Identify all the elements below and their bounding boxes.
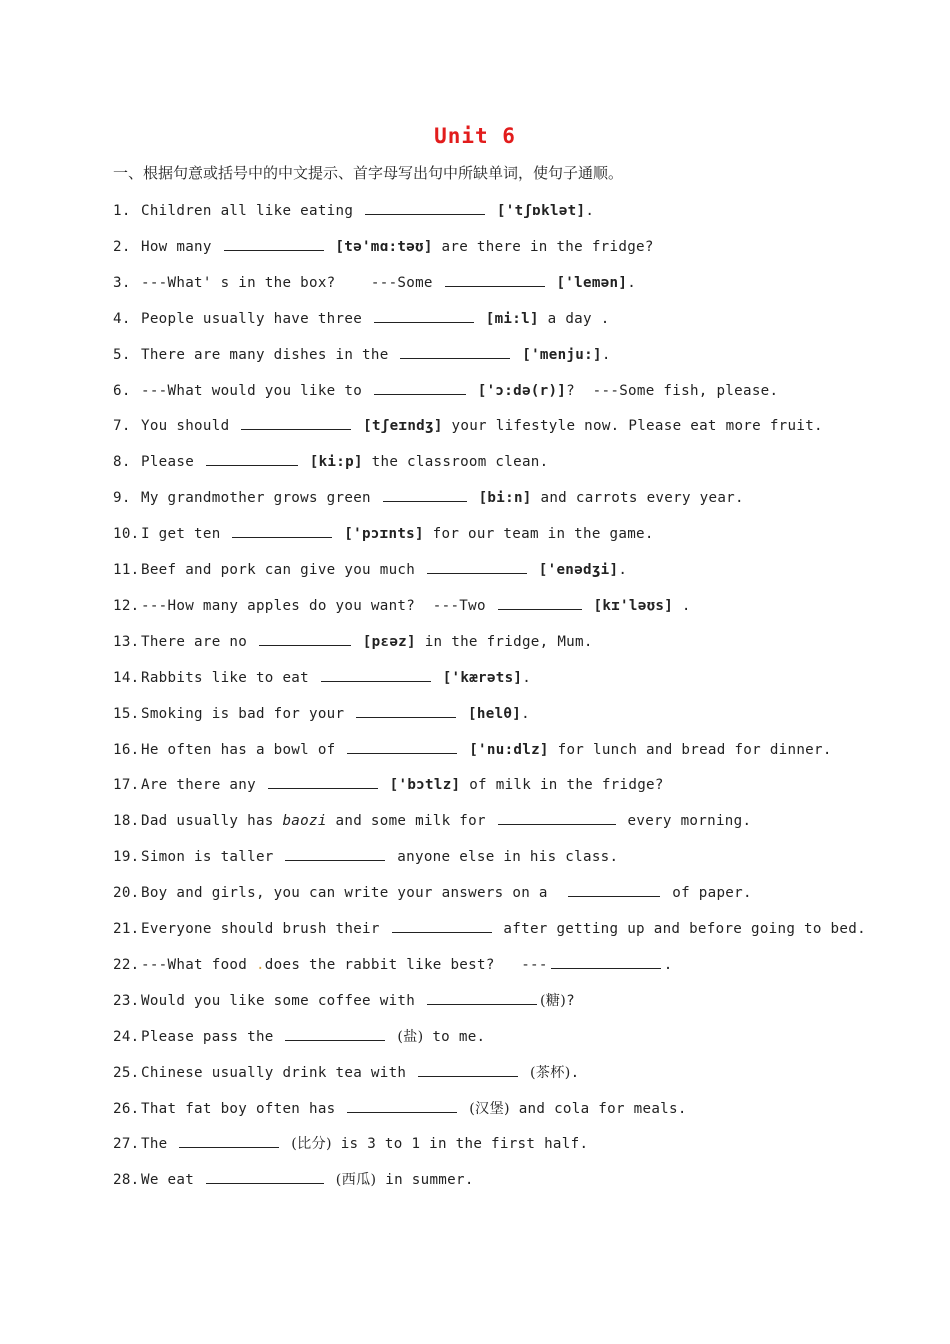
question-text: in the fridge, Mum.	[415, 633, 593, 650]
question-text	[530, 562, 539, 578]
question-text: .	[585, 203, 595, 219]
question-item	[113, 810, 873, 829]
question-text: Would you like some coffee with	[141, 992, 424, 1009]
answer-blank[interactable]	[374, 308, 474, 323]
question-text: There are many dishes in the	[141, 346, 398, 363]
phonetic-hint: [mi:l]	[485, 310, 539, 327]
question-text	[354, 418, 363, 434]
question-number: 25.	[113, 1064, 140, 1081]
question-number: 19.	[113, 849, 140, 866]
question-text	[388, 1029, 397, 1045]
question-text: Simon is taller	[141, 849, 283, 866]
question-number: 2.	[113, 238, 131, 255]
answer-blank[interactable]	[285, 1026, 385, 1041]
question-text	[585, 598, 594, 614]
phonetic-hint: [helθ]	[468, 705, 522, 722]
phonetic-hint: [ki:p]	[309, 454, 363, 471]
question-text	[434, 670, 443, 686]
answer-blank[interactable]	[347, 1098, 457, 1113]
question-text: and carrots every year.	[531, 490, 744, 507]
phonetic-hint: ['enədʒi]	[538, 562, 619, 578]
question-text: People usually have three	[141, 310, 371, 327]
question-text	[469, 383, 478, 399]
question-item	[113, 559, 873, 578]
question-text	[354, 634, 363, 650]
answer-blank[interactable]	[427, 559, 527, 574]
question-item	[113, 523, 873, 542]
question-text: for lunch and bread for dinner.	[548, 741, 832, 758]
question-text: .	[618, 562, 628, 578]
question-item	[113, 1133, 873, 1153]
answer-blank[interactable]	[356, 703, 456, 718]
phonetic-hint: [bi:n]	[478, 490, 532, 507]
question-number: 5.	[113, 346, 131, 363]
answer-blank[interactable]	[400, 344, 510, 359]
answer-blank[interactable]	[179, 1133, 279, 1148]
question-number: 12.	[113, 597, 140, 614]
phonetic-hint: ['lemən]	[556, 274, 628, 291]
question-item	[113, 595, 873, 614]
question-text: Beef and pork can give you much	[141, 562, 424, 578]
question-number: 6.	[113, 382, 131, 399]
question-item	[113, 954, 873, 973]
answer-blank[interactable]	[321, 667, 431, 682]
question-text: Are there any	[141, 777, 265, 794]
question-text: are there in the fridge?	[432, 238, 654, 255]
question-text: and some milk for	[326, 813, 495, 830]
answer-blank[interactable]	[427, 990, 537, 1005]
question-item	[113, 990, 873, 1010]
question-number: 27.	[113, 1136, 140, 1153]
answer-blank[interactable]	[285, 846, 385, 861]
phonetic-hint: [pɛəz]	[362, 633, 416, 650]
question-text: He often has a bowl of	[141, 741, 345, 758]
question-text: in summer.	[376, 1172, 474, 1189]
answer-blank[interactable]	[224, 236, 324, 251]
question-text: does the rabbit like best? ---	[264, 956, 548, 973]
question-text: .	[663, 956, 673, 973]
question-text: .	[627, 274, 637, 291]
question-item	[113, 200, 873, 219]
question-text: I get ten	[141, 526, 230, 543]
answer-blank[interactable]	[418, 1062, 518, 1077]
question-text	[459, 706, 468, 722]
question-number: 11.	[113, 562, 140, 578]
question-number: 10.	[113, 526, 140, 543]
question-number: 21.	[113, 921, 140, 937]
question-text: .	[673, 597, 691, 614]
question-text: Boy and girls, you can write your answers on a	[141, 885, 566, 902]
question-text: Children all like eating	[141, 203, 363, 219]
question-text: anyone else in his class.	[388, 849, 619, 866]
question-text: The	[141, 1136, 177, 1153]
question-item	[113, 918, 873, 937]
question-text: after getting up and before going to bed.	[494, 921, 866, 937]
answer-blank[interactable]	[498, 810, 616, 825]
phonetic-hint: ['kærəts]	[442, 669, 523, 686]
answer-blank[interactable]	[206, 1169, 324, 1184]
chinese-hint: (汉堡)	[469, 1100, 510, 1117]
question-item	[113, 882, 873, 901]
answer-blank[interactable]	[268, 774, 378, 789]
phonetic-hint: ['tʃɒklət]	[496, 203, 586, 219]
question-text	[335, 526, 344, 542]
question-item	[113, 667, 873, 686]
question-text: You should	[141, 418, 239, 435]
question-text: ? ---Some fish, please.	[566, 382, 779, 399]
question-number: 3.	[113, 274, 131, 291]
question-text: of paper.	[663, 885, 752, 902]
question-item	[113, 1098, 873, 1118]
answer-blank[interactable]	[568, 882, 660, 897]
answer-blank[interactable]	[365, 200, 485, 215]
question-number: 18.	[113, 813, 140, 830]
question-text: to me.	[423, 1028, 486, 1045]
question-text: Everyone should brush their	[141, 921, 389, 937]
question-item	[113, 487, 873, 506]
chinese-hint: (比分)	[291, 1136, 332, 1153]
question-text: every morning.	[618, 813, 752, 830]
phonetic-hint: [tʃeɪndʒ]	[363, 418, 443, 435]
question-item	[113, 451, 873, 470]
question-number: 16.	[113, 741, 140, 758]
question-item	[113, 236, 873, 255]
question-item	[113, 739, 873, 758]
question-text: .	[521, 705, 530, 722]
question-item	[113, 272, 873, 291]
phonetic-hint: [kɪ'ləʊs]	[593, 597, 674, 614]
question-item	[113, 1026, 873, 1046]
question-item	[113, 631, 873, 650]
chinese-hint: (糖)	[539, 992, 567, 1009]
phonetic-hint: [tə'mɑ:təʊ]	[335, 238, 433, 255]
question-number: 26.	[113, 1100, 140, 1117]
question-text: .	[601, 346, 611, 363]
phonetic-hint: ['pɔɪnts]	[344, 526, 424, 543]
question-number: 4.	[113, 310, 131, 327]
answer-blank[interactable]	[498, 595, 582, 610]
question-text	[282, 1136, 291, 1152]
question-text: ---What' s in the box? ---Some	[141, 274, 442, 291]
question-number: 15.	[113, 705, 140, 722]
question-item	[113, 703, 873, 722]
question-text: Chinese usually drink tea with	[141, 1064, 416, 1081]
stray-dot: .	[255, 956, 265, 973]
question-text: ?	[566, 992, 575, 1009]
question-item	[113, 308, 873, 327]
question-text: Rabbits like to eat	[141, 669, 318, 686]
question-text	[488, 203, 497, 219]
answer-blank[interactable]	[445, 272, 545, 287]
question-number: 24.	[113, 1028, 140, 1045]
chinese-hint: (西瓜)	[335, 1172, 377, 1189]
question-text: ---How many apples do you want? ---Two	[141, 597, 495, 614]
question-text: We eat	[141, 1172, 203, 1189]
question-text	[521, 1065, 530, 1081]
answer-blank[interactable]	[551, 954, 661, 969]
question-text: for our team in the game.	[423, 526, 654, 543]
question-text	[460, 1101, 469, 1117]
question-text	[477, 311, 486, 327]
answer-blank[interactable]	[383, 487, 467, 502]
question-text: is 3 to 1 in the first half.	[331, 1136, 589, 1153]
question-text	[381, 777, 390, 793]
question-text: ---What would you like to	[141, 382, 371, 399]
question-text	[327, 1172, 336, 1188]
question-text: That fat boy often has	[141, 1100, 345, 1117]
chinese-hint: (茶杯)	[529, 1064, 571, 1081]
instruction-text: 一、根据句意或括号中的中文提示、首字母写出句中所缺单词，使句子通顺。	[113, 164, 624, 182]
question-number: 14.	[113, 669, 140, 686]
answer-blank[interactable]	[347, 739, 457, 754]
answer-blank[interactable]	[232, 523, 332, 538]
question-text	[513, 347, 522, 363]
question-text: How many	[141, 238, 221, 255]
question-number: 8.	[113, 454, 131, 471]
chinese-hint: (盐)	[397, 1028, 424, 1045]
question-number: 1.	[113, 203, 131, 219]
question-item	[113, 344, 873, 363]
question-text: a day .	[538, 310, 610, 327]
question-text: of milk in the fridge?	[460, 777, 664, 794]
page-title: Unit 6	[434, 124, 516, 148]
question-text: ---What food	[141, 956, 256, 973]
question-number: 17.	[113, 777, 140, 794]
question-text	[460, 742, 469, 758]
question-text: your lifestyle now. Please eat more fruit.	[442, 418, 823, 435]
question-number: 13.	[113, 633, 140, 650]
question-number: 20.	[113, 885, 140, 902]
question-text: There are no	[141, 633, 256, 650]
question-text: Smoking is bad for your	[141, 705, 354, 722]
question-text: the classroom clean.	[362, 454, 549, 471]
question-item	[113, 774, 873, 793]
answer-blank[interactable]	[206, 451, 298, 466]
question-number: 7.	[113, 418, 131, 435]
phonetic-hint: ['ɔ:də(r)]	[477, 382, 567, 399]
phonetic-hint: ['menju:]	[522, 346, 602, 363]
phonetic-hint: ['nu:dlz]	[469, 741, 549, 758]
question-number: 28.	[113, 1172, 140, 1189]
answer-blank[interactable]	[241, 415, 351, 430]
question-text: .	[570, 1064, 580, 1081]
question-item	[113, 415, 873, 434]
answer-blank[interactable]	[374, 380, 466, 395]
question-number: 9.	[113, 490, 131, 507]
question-text	[470, 490, 479, 506]
question-text: .	[522, 669, 532, 686]
phonetic-hint: ['bɔtlz]	[389, 777, 461, 794]
question-item	[113, 846, 873, 865]
question-number: 22.	[113, 956, 140, 973]
question-text: My grandmother grows green	[141, 490, 380, 507]
answer-blank[interactable]	[392, 918, 492, 933]
question-item	[113, 1062, 873, 1082]
question-text: Dad usually has	[141, 813, 283, 830]
question-text: and cola for meals.	[509, 1100, 687, 1117]
question-item	[113, 380, 873, 399]
answer-blank[interactable]	[259, 631, 351, 646]
question-item	[113, 1169, 873, 1189]
question-text: Please pass the	[141, 1028, 283, 1045]
question-number: 23.	[113, 992, 140, 1009]
question-text: Please	[141, 454, 203, 471]
question-text	[301, 454, 310, 470]
italic-word: baozi	[282, 813, 327, 830]
